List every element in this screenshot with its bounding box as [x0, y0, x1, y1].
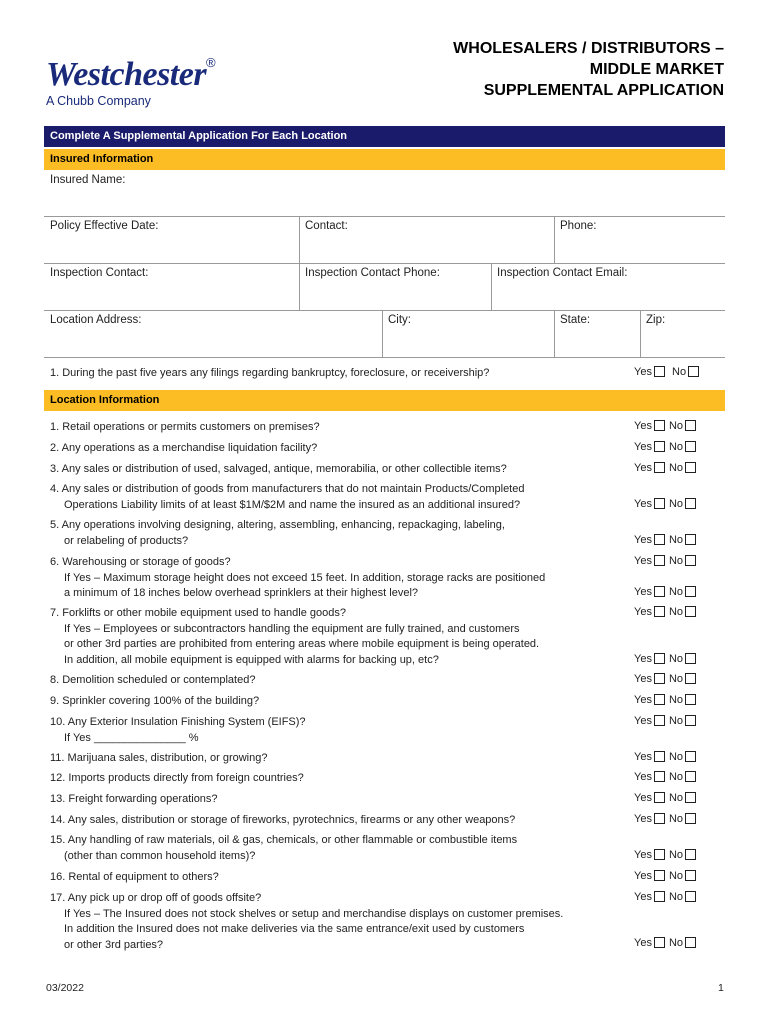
yes-no-q12: Yes No	[634, 771, 696, 783]
state-label: State:	[560, 314, 591, 326]
no-checkbox[interactable]	[685, 891, 696, 902]
yes-no-q14: Yes No	[634, 813, 696, 825]
yes-checkbox[interactable]	[654, 751, 665, 762]
divider	[640, 310, 641, 357]
divider	[44, 357, 725, 358]
question-bankruptcy: 1. During the past five years any filings regarding bankruptcy, foreclosure, or receivership?	[50, 367, 490, 379]
question-4: 4. Any sales or distribution of goods from manufacturers that do not maintain Products/Completed Operations Liability limits of at least $1M/$2M and name the insured as an additional insured?	[50, 483, 525, 511]
no-checkbox[interactable]	[685, 586, 696, 597]
divider	[44, 310, 725, 311]
question-7: 7. Forklifts or other mobile equipment used to handle goods? If Yes – Employees or subcontractors handling the equipment are fully trained, and customers or other 3rd parties are prohibited from entering areas where mobile equipment is being operated. In addition, all mobile equipment is equipped with alarms for backing up, etc?	[50, 607, 540, 666]
yes-checkbox[interactable]	[654, 420, 665, 431]
yes-no-q5: Yes No	[634, 534, 696, 546]
phone-label: Phone:	[560, 220, 597, 232]
yes-no-q4: Yes No	[634, 498, 696, 510]
yes-checkbox[interactable]	[654, 792, 665, 803]
question-6: 6. Warehousing or storage of goods? If Yes – Maximum storage height does not exceed 15 feet. In addition, storage racks are positioned a minimum of 18 inches below overhead sprinklers at their highest level?	[50, 556, 546, 599]
inspection-contact-label: Inspection Contact:	[50, 267, 149, 279]
yes-checkbox[interactable]	[654, 462, 665, 473]
page-number: 1	[718, 982, 724, 994]
no-checkbox[interactable]	[685, 420, 696, 431]
no-checkbox[interactable]	[685, 694, 696, 705]
yes-checkbox[interactable]	[654, 366, 665, 377]
yes-no-q7-followup: Yes No	[634, 653, 696, 665]
title-line-3: SUPPLEMENTAL APPLICATION	[483, 82, 724, 99]
yes-no-q17-followup: Yes No	[634, 937, 696, 949]
question-17: 17. Any pick up or drop off of goods offsite? If Yes – The Insured does not stock shelves or setup and merchandise displays on customer premises. In addition the Insured does not make deliveries via the same entrance/exit used by customers or other 3rd parties?	[50, 892, 564, 951]
yes-checkbox[interactable]	[654, 441, 665, 452]
yes-no-q3: Yes No	[634, 462, 696, 474]
logo-registered-mark: ®	[206, 55, 216, 70]
question-5: 5. Any operations involving designing, altering, assembling, enhancing, repackaging, labeling, or relabeling of products?	[50, 519, 505, 547]
no-checkbox[interactable]	[685, 441, 696, 452]
insured-information-header: Insured Information	[44, 149, 725, 170]
yes-no-q6: Yes No	[634, 555, 696, 567]
yes-checkbox[interactable]	[654, 694, 665, 705]
title-line-1: WHOLESALERS / DISTRIBUTORS –	[453, 40, 724, 57]
question-14: 14. Any sales, distribution or storage of fireworks, pyrotechnics, firearms or any other weapons?	[50, 814, 516, 826]
yes-no-q17: Yes No	[634, 891, 696, 903]
yes-no-q9: Yes No	[634, 694, 696, 706]
logo-subtitle: A Chubb Company	[46, 94, 151, 108]
yes-no-q15: Yes No	[634, 849, 696, 861]
question-13: 13. Freight forwarding operations?	[50, 793, 218, 805]
question-8: 8. Demolition scheduled or contemplated?	[50, 674, 256, 686]
yes-checkbox[interactable]	[654, 673, 665, 684]
divider	[44, 216, 725, 217]
yes-no-q1: Yes No	[634, 420, 696, 432]
divider	[382, 310, 383, 357]
no-checkbox[interactable]	[685, 534, 696, 545]
question-2: 2. Any operations as a merchandise liquidation facility?	[50, 442, 318, 454]
yes-no-q8: Yes No	[634, 673, 696, 685]
westchester-logo	[46, 55, 216, 108]
yes-checkbox[interactable]	[654, 653, 665, 664]
yes-no-bankruptcy: Yes No	[634, 366, 699, 378]
yes-no-q13: Yes No	[634, 792, 696, 804]
contact-label: Contact:	[305, 220, 348, 232]
no-checkbox[interactable]	[688, 366, 699, 377]
question-3: 3. Any sales or distribution of used, salvaged, antique, memorabilia, or other collectible items?	[50, 463, 507, 475]
yes-no-q6-followup: Yes No	[634, 586, 696, 598]
no-checkbox[interactable]	[685, 792, 696, 803]
question-15: 15. Any handling of raw materials, oil & gas, chemicals, or other flammable or combustible items (other than common household items)?	[50, 834, 518, 862]
divider	[554, 216, 555, 263]
inspection-contact-email-label: Inspection Contact Email:	[497, 267, 628, 279]
no-checkbox[interactable]	[685, 653, 696, 664]
location-address-label: Location Address:	[50, 314, 142, 326]
no-checkbox[interactable]	[685, 849, 696, 860]
yes-checkbox[interactable]	[654, 937, 665, 948]
divider	[554, 310, 555, 357]
zip-label: Zip:	[646, 314, 666, 326]
page-title	[453, 38, 724, 101]
city-label: City:	[388, 314, 411, 326]
no-checkbox[interactable]	[685, 813, 696, 824]
no-checkbox[interactable]	[685, 606, 696, 617]
no-checkbox[interactable]	[685, 870, 696, 881]
divider	[299, 263, 300, 310]
question-10: 10. Any Exterior Insulation Finishing System (EIFS)? If Yes _______________ %	[50, 716, 306, 744]
no-checkbox[interactable]	[685, 751, 696, 762]
form-date: 03/2022	[46, 982, 84, 994]
insured-name-label: Insured Name:	[50, 174, 126, 186]
question-1: 1. Retail operations or permits customers on premises?	[50, 421, 320, 433]
yes-checkbox[interactable]	[654, 534, 665, 545]
yes-checkbox[interactable]	[654, 606, 665, 617]
yes-no-q10: Yes No	[634, 715, 696, 727]
no-checkbox[interactable]	[685, 673, 696, 684]
yes-checkbox[interactable]	[654, 849, 665, 860]
yes-checkbox[interactable]	[654, 813, 665, 824]
divider	[491, 263, 492, 310]
no-checkbox[interactable]	[685, 462, 696, 473]
question-12: 12. Imports products directly from foreign countries?	[50, 772, 304, 784]
location-information-header: Location Information	[44, 390, 725, 411]
yes-no-q11: Yes No	[634, 751, 696, 763]
no-checkbox[interactable]	[685, 715, 696, 726]
title-line-2: MIDDLE MARKET	[589, 61, 724, 78]
instruction-banner: Complete A Supplemental Application For Each Location	[44, 126, 725, 147]
yes-no-q2: Yes No	[634, 441, 696, 453]
question-16: 16. Rental of equipment to others?	[50, 871, 219, 883]
yes-checkbox[interactable]	[654, 891, 665, 902]
question-11: 11. Marijuana sales, distribution, or growing?	[50, 752, 268, 764]
yes-checkbox[interactable]	[654, 771, 665, 782]
no-checkbox[interactable]	[685, 771, 696, 782]
no-checkbox[interactable]	[685, 498, 696, 509]
yes-no-q7: Yes No	[634, 606, 696, 618]
yes-checkbox[interactable]	[654, 555, 665, 566]
no-checkbox[interactable]	[685, 555, 696, 566]
divider	[299, 216, 300, 263]
yes-checkbox[interactable]	[654, 586, 665, 597]
divider	[44, 263, 725, 264]
logo-brand: Westchester	[46, 56, 207, 93]
question-9: 9. Sprinkler covering 100% of the building?	[50, 695, 260, 707]
yes-checkbox[interactable]	[654, 715, 665, 726]
yes-no-q16: Yes No	[634, 870, 696, 882]
policy-effective-date-label: Policy Effective Date:	[50, 220, 159, 232]
yes-checkbox[interactable]	[654, 498, 665, 509]
inspection-contact-phone-label: Inspection Contact Phone:	[305, 267, 440, 279]
no-checkbox[interactable]	[685, 937, 696, 948]
yes-checkbox[interactable]	[654, 870, 665, 881]
